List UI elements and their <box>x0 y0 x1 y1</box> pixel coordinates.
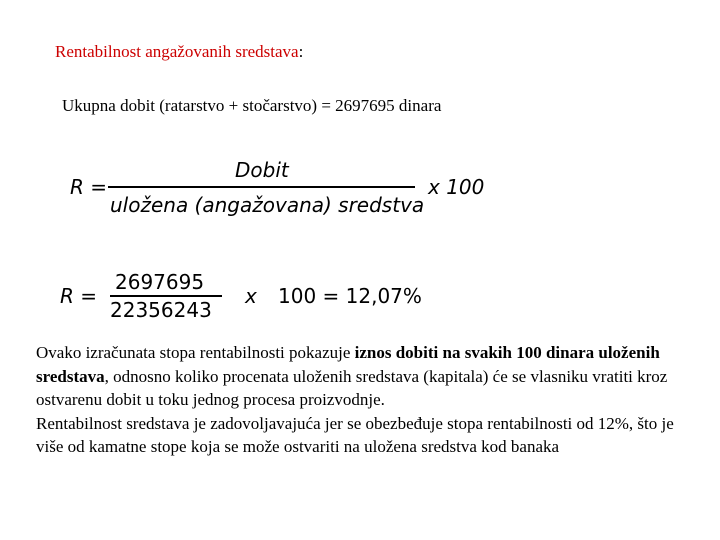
formula2-fraction-line <box>110 295 222 297</box>
explanation-p1-start: Ovako izračunata stopa rentabilnosti pokazuje <box>36 343 355 362</box>
formula2-lhs: R = <box>60 284 98 308</box>
explanation-paragraph-2: Rentabilnost sredstava je zadovoljavajuća jer se obezbeđuje stopa rentabilnosti od 12%, što je više od kamatne stope koja se može ostvariti na uložena sredstva kod banaka <box>36 413 674 456</box>
formula2-multiplier: x <box>245 284 257 308</box>
formula1-denominator: uložena (angažovana) sredstva <box>110 193 425 217</box>
formula1-lhs: R = <box>70 175 108 199</box>
formula1-numerator: Dobit <box>235 158 289 182</box>
formula2-numerator: 2697695 <box>115 270 205 294</box>
formula2-denominator: 22356243 <box>110 298 212 322</box>
total-profit-line: Ukupna dobit (ratarstvo + stočarstvo) = 2697695 dinara <box>62 96 442 115</box>
formula1-fraction-line <box>108 186 415 188</box>
formula1-multiplier: x 100 <box>428 175 485 199</box>
explanation-p1-emphasis: iznos dobiti na svakih 100 dinara uloženih sredstava <box>36 343 660 386</box>
explanation-p1-end: , odnosno koliko procenata uloženih sredstava (kapitala) će se vlasniku vratiti kroz ostvarenu dobit u toku jednog procesa proizvodnje. <box>36 366 668 409</box>
title-colon: : <box>298 42 304 61</box>
explanation-text <box>36 341 686 459</box>
title-text: Rentabilnost angažovanih sredstava <box>55 42 299 61</box>
formula2-result: 100 = 12,07% <box>278 284 422 308</box>
page-title <box>55 42 303 62</box>
explanation-paragraph-1 <box>36 341 686 412</box>
